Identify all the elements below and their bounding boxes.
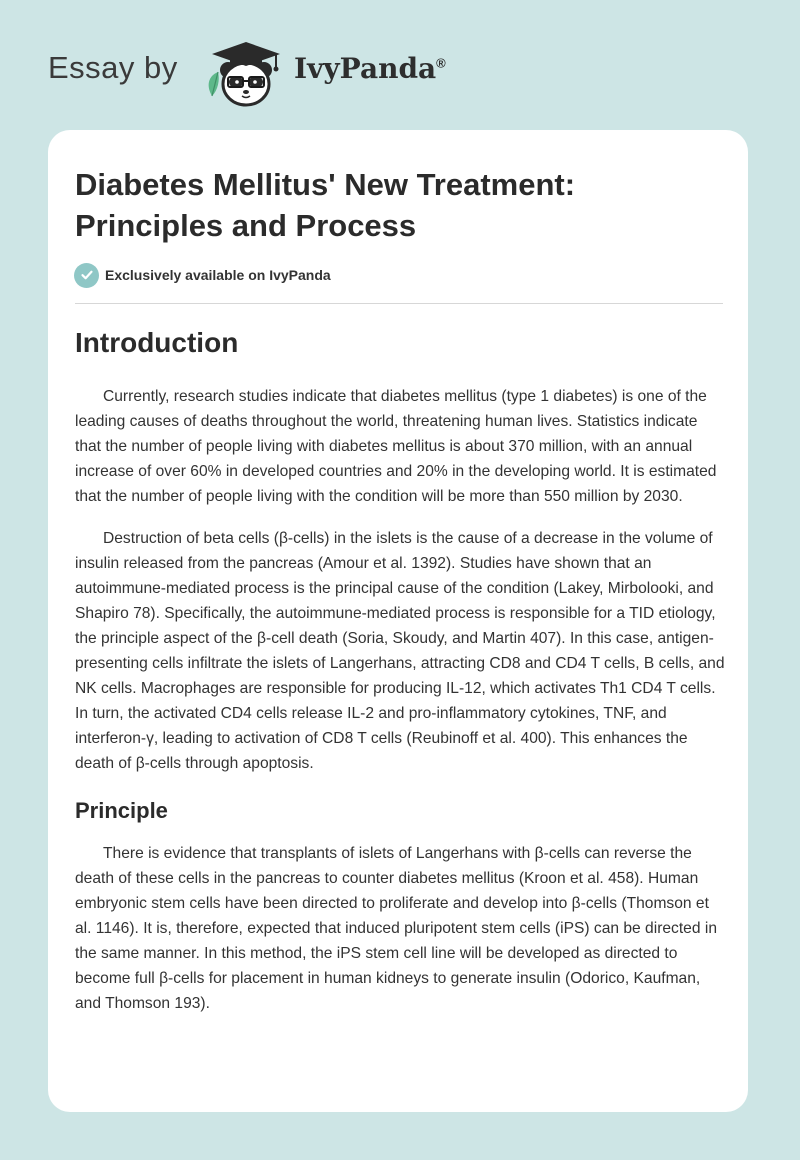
brand-name[interactable]: IvyPanda® <box>294 52 446 85</box>
registered-mark: ® <box>436 55 446 71</box>
section-heading-principle: Principle <box>75 798 168 823</box>
panda-logo-icon[interactable] <box>198 36 290 108</box>
exclusive-label: Exclusively available on IvyPanda <box>105 267 331 283</box>
essay-body <box>75 323 725 1016</box>
essay-card <box>48 130 748 1112</box>
divider <box>75 303 723 304</box>
essay-title: Diabetes Mellitus' New Treatment: Principles and Process <box>75 167 576 243</box>
paragraph: Currently, research studies indicate that diabetes mellitus (type 1 diabetes) is one of the leading causes of deaths throughout the world, threatening human lives. Statistics indicate that the number of people living with diabetes mellitus is about 370 million, with an annual increase of over 60% in developed countries and 20% in the developing world. It is estimated that the number of people living with the condition will be more than 550 million by 2030. <box>75 388 717 505</box>
section-heading-introduction: Introduction <box>75 327 239 358</box>
paragraph: Destruction of beta cells (β-cells) in the islets is the cause of a decrease in the volume of insulin released from the pancreas (Amour et al. 1392). Studies have shown that an autoimmune-mediated process is the principal cause of the condition (Lakey, Mirbolooki, and Shapiro 78). Specifically, the autoimmune-mediated process is responsible for a TID etiology, the principle aspect of the β-cell death (Soria, Skoudy, and Martin 407). In this case, antigen-presenting cells infiltrate the islets of Langerhans, attracting CD8 and CD4 T cells, B cells, and NK cells. Macrophages are responsible for producing IL-12, which activates Th1 CD4 T cells. In turn, the activated CD4 cells release IL-2 and pro-inflammatory cytokines, TNF, and interferon-γ, leading to activation of CD8 T cells (Reubinoff et al. 400). This enhances the death of β-cells through apoptosis. <box>75 530 725 772</box>
check-circle-icon <box>74 263 99 288</box>
exclusive-badge <box>74 262 331 288</box>
site-header <box>48 36 488 108</box>
essay-by-label: Essay by <box>48 50 178 85</box>
paragraph: There is evidence that transplants of islets of Langerhans with β-cells can reverse the death of these cells in the pancreas to counter diabetes mellitus (Kroon et al. 458). Human embryonic stem cells have been directed to proliferate and develop into β-cells (Thomson et al. 1146). It is, therefore, expected that induced pluripotent stem cells (iPS) can be directed in the same manner. In this method, the iPS stem cell line will be developed as directed to become full β-cells for placement in human kidneys to generate insulin (Odorico, Kaufman, and Thomson 193). <box>75 845 718 1012</box>
